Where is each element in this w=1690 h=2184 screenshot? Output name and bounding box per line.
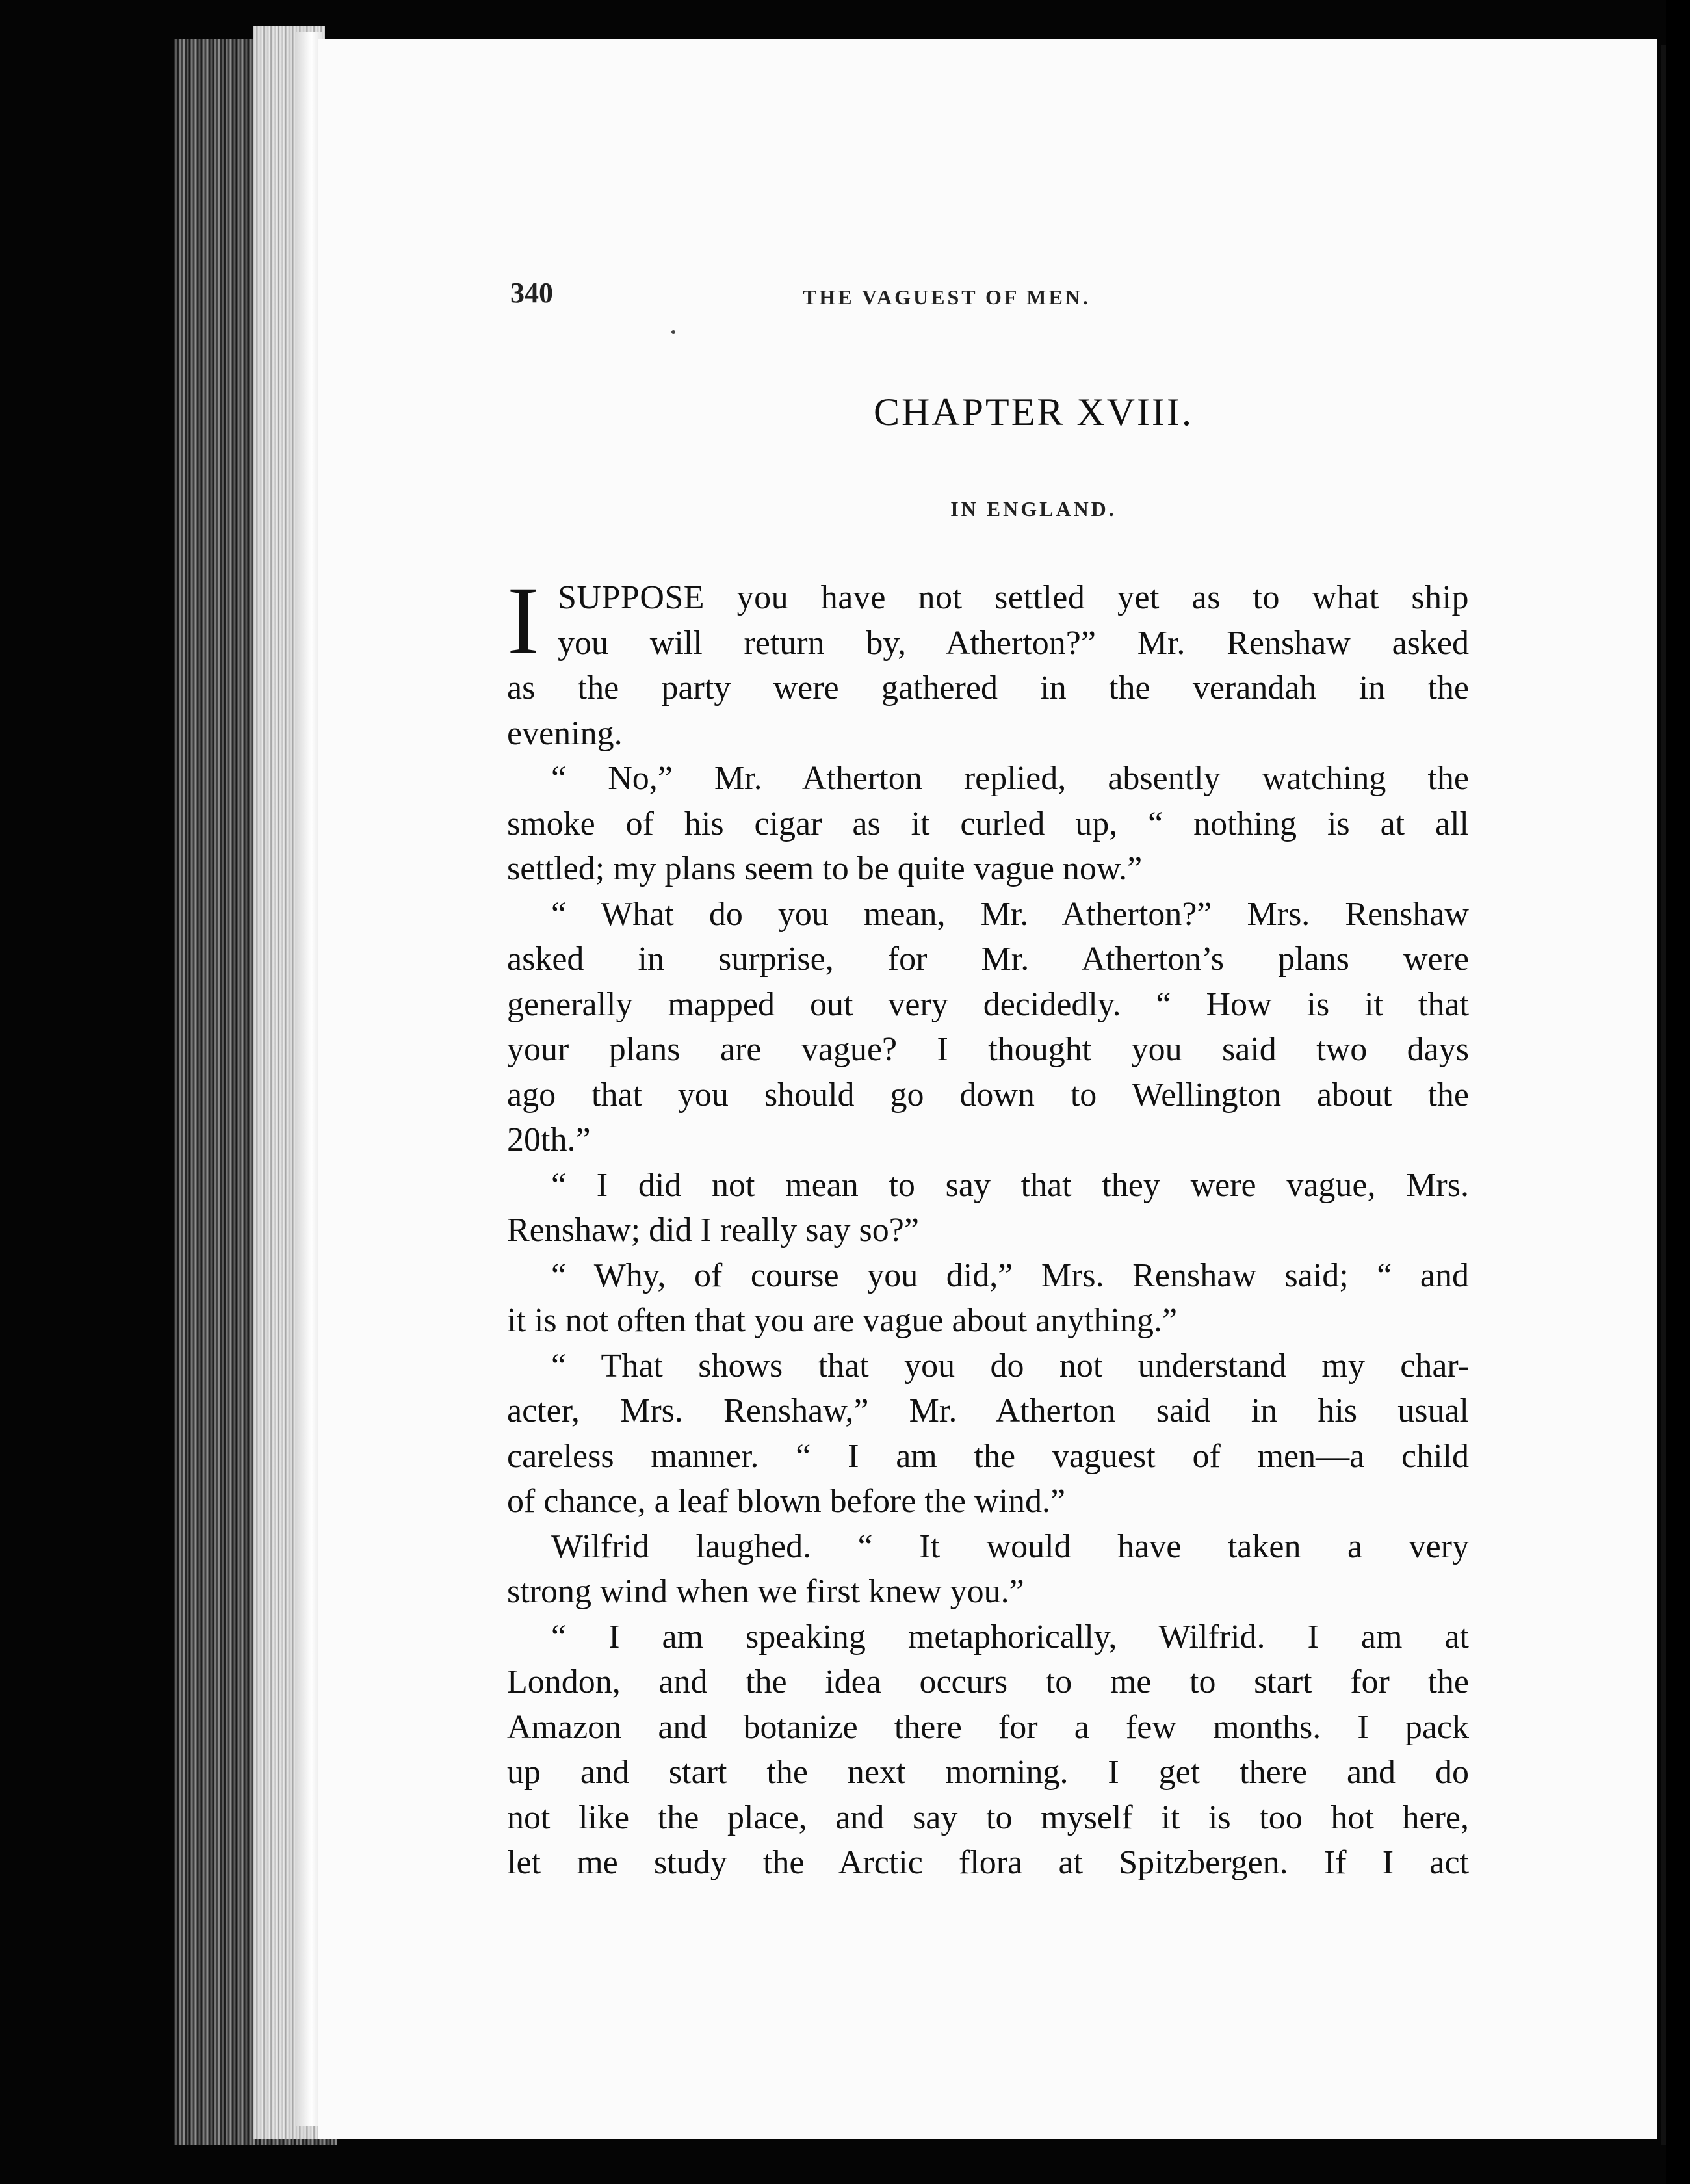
- text-line: smoke of his cigar as it curled up, “ nothing is at all: [507, 805, 1469, 842]
- text-line: your plans are vague? I thought you said two days: [507, 1031, 1469, 1068]
- running-title: THE VAGUEST OF MEN.: [803, 285, 1091, 309]
- text-line: “ No,” Mr. Atherton replied, absently watching the: [551, 760, 1469, 797]
- text-line: “ What do you mean, Mr. Atherton?” Mrs. Renshaw: [551, 895, 1469, 933]
- text-line: 20th.”: [507, 1121, 591, 1158]
- text-line: generally mapped out very decidedly. “ How is it that: [507, 985, 1469, 1023]
- drop-cap: I: [507, 567, 540, 675]
- text-line: ago that you should go down to Wellington about the: [507, 1076, 1469, 1113]
- text-line: as the party were gathered in the verandah in the: [507, 670, 1469, 707]
- right-page-edge: [1661, 46, 1666, 2145]
- text-line: “ I did not mean to say that they were vague, Mrs.: [551, 1166, 1469, 1204]
- text-line: Amazon and botanize there for a few months. I pack: [507, 1708, 1469, 1746]
- text-line: strong wind when we first knew you.”: [507, 1573, 1024, 1610]
- text-line: settled; my plans seem to be quite vague now.”: [507, 850, 1143, 887]
- text-line: let me study the Arctic flora at Spitzbergen. If I act: [507, 1844, 1469, 1881]
- page-curl-edge: [296, 32, 322, 2126]
- body-text: [507, 567, 1469, 1886]
- text-line: Renshaw; did I really say so?”: [507, 1212, 919, 1249]
- text-line: “ Why, of course you did,” Mrs. Renshaw said; “ and: [551, 1256, 1469, 1294]
- text-line: “ I am speaking metaphorically, Wilfrid. I am at: [551, 1618, 1469, 1656]
- text-line: evening.: [507, 714, 623, 752]
- page-number: 340: [510, 277, 553, 309]
- text-line: up and start the next morning. I get there and do: [507, 1754, 1469, 1791]
- text-line: asked in surprise, for Mr. Atherton’s plans were: [507, 941, 1469, 978]
- text-line: not like the place, and say to myself it is too hot here,: [507, 1799, 1469, 1836]
- right-scan-border: [1666, 0, 1690, 2184]
- text-line: “ That shows that you do not understand my char-: [551, 1347, 1469, 1384]
- text-line: SUPPOSE you have not settled yet as to what ship: [558, 579, 1469, 616]
- text-line: you will return by, Atherton?” Mr. Renshaw asked: [558, 624, 1469, 662]
- text-line: acter, Mrs. Renshaw,” Mr. Atherton said in his usual: [507, 1392, 1469, 1429]
- text-line: it is not often that you are vague about anything.”: [507, 1302, 1178, 1339]
- chapter-subtitle: IN ENGLAND.: [950, 497, 1117, 521]
- text-line: London, and the idea occurs to me to start for the: [507, 1663, 1469, 1700]
- ink-speck: [671, 330, 675, 334]
- text-line: Wilfrid laughed. “ It would have taken a very: [551, 1528, 1469, 1565]
- chapter-title: CHAPTER XVIII.: [874, 391, 1193, 434]
- running-header: [510, 276, 1170, 315]
- text-line: of chance, a leaf blown before the wind.”: [507, 1483, 1066, 1520]
- text-line: careless manner. “ I am the vaguest of men—a child: [507, 1437, 1469, 1475]
